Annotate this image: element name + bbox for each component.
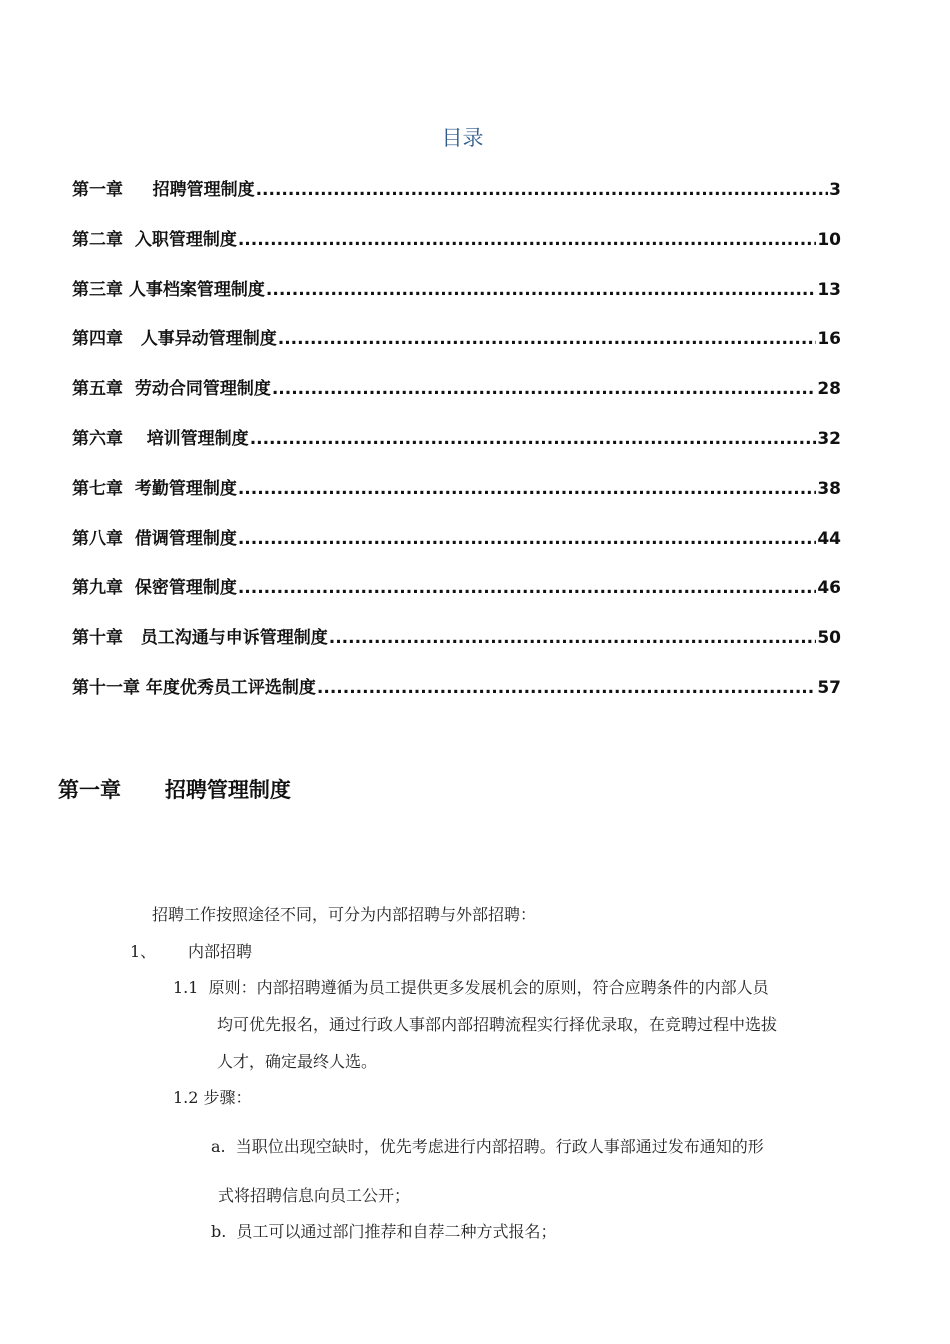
chapter-heading: 第一章 招聘管理制度	[58, 777, 291, 802]
section-number: 1、	[130, 942, 157, 961]
toc-entry-leader-dots	[238, 479, 816, 499]
toc-entry[interactable]	[72, 323, 841, 349]
toc-entry-title: 员工沟通与申诉管理制度	[140, 628, 328, 649]
toc-entry-leader-dots	[329, 628, 817, 648]
toc-entry[interactable]	[72, 373, 841, 399]
toc-entry-gap	[123, 379, 135, 399]
toc-entry[interactable]	[72, 224, 841, 250]
toc-entry-chapter-number: 第三章	[72, 279, 123, 300]
toc-entry-leader-dots	[238, 529, 816, 549]
toc-entry-gap	[123, 180, 153, 200]
toc-entry-gap	[123, 329, 141, 349]
toc-entry-chapter-number: 第二章	[72, 229, 123, 250]
toc-entry-title: 借调管理制度	[134, 528, 237, 549]
toc-entry-chapter-number: 第四章	[72, 329, 123, 350]
toc-entry-title: 入职管理制度	[134, 229, 237, 250]
toc-entry-leader-dots	[317, 678, 816, 698]
toc-entry-title: 考勤管理制度	[134, 478, 237, 499]
toc-entry-title: 人事异动管理制度	[140, 329, 277, 350]
toc-entry-page-number: 50	[817, 628, 841, 649]
toc-entry-chapter-number: 第十一章	[72, 678, 140, 698]
toc-entry-chapter-number: 第七章	[72, 478, 123, 499]
toc-entry-page-number: 13	[817, 279, 841, 300]
toc-entry-chapter-number: 第十章	[72, 628, 123, 649]
toc-entry-page-number: 10	[817, 229, 841, 250]
toc-entry-page-number: 16	[817, 329, 841, 350]
step-b: b. 员工可以通过部门推荐和自荐二种方式报名；	[211, 1222, 557, 1241]
toc-entry[interactable]	[72, 672, 841, 698]
toc-entry-chapter-number: 第六章	[72, 429, 123, 449]
toc-entry-page-number: 46	[817, 578, 841, 599]
toc-entry-page-number: 28	[817, 379, 841, 400]
paragraph-1-2: 1.2 步骤：	[173, 1088, 252, 1107]
toc-entry-gap	[123, 628, 141, 648]
toc-entry-gap	[123, 578, 135, 598]
toc-entry-leader-dots	[238, 230, 816, 250]
toc-entry-chapter-number: 第九章	[72, 578, 123, 599]
toc-entry-leader-dots	[278, 329, 817, 349]
toc-entry-title: 培训管理制度	[146, 429, 249, 449]
toc-entry-leader-dots	[272, 379, 816, 399]
toc-entry-gap	[123, 479, 135, 499]
toc-entry-page-number: 3	[829, 180, 841, 200]
toc-entry-title: 劳动合同管理制度	[134, 379, 271, 400]
toc-entry-page-number: 57	[817, 678, 841, 698]
paragraph-1-1-line-1: 1.1 原则：内部招聘遵循为员工提供更多发展机会的原则，符合应聘条件的内部人员	[173, 978, 769, 997]
toc-entry-chapter-number: 第五章	[72, 379, 123, 400]
toc-entry-leader-dots	[256, 180, 829, 200]
toc-entry-page-number: 44	[817, 528, 841, 549]
paragraph-1-1-line-3: 人才，确定最终人选。	[217, 1052, 378, 1071]
toc-entry[interactable]	[72, 174, 841, 200]
toc-entry-leader-dots	[250, 429, 817, 449]
toc-entry-leader-dots	[238, 578, 816, 598]
toc-entry-leader-dots	[266, 280, 816, 300]
toc-entry-gap	[123, 529, 135, 549]
toc-entry[interactable]	[72, 274, 841, 300]
section-title: 内部招聘	[188, 942, 253, 961]
step-a-line-2: 式将招聘信息向员工公开；	[218, 1186, 411, 1205]
paragraph-1-1-line-2: 均可优先报名，通过行政人事部内部招聘流程实行择优录取，在竞聘过程中选拔	[217, 1015, 778, 1034]
toc-entry-title: 保密管理制度	[134, 578, 237, 599]
toc-entry-page-number: 38	[817, 478, 841, 499]
toc-entry-chapter-number: 第八章	[72, 528, 123, 549]
toc-entry[interactable]	[72, 473, 841, 499]
toc-entry-chapter-number: 第一章	[72, 180, 123, 200]
toc-entry[interactable]	[72, 572, 841, 598]
toc-entry[interactable]	[72, 423, 841, 449]
toc-entry-title: 人事档案管理制度	[128, 279, 265, 300]
toc-entry[interactable]	[72, 622, 841, 648]
toc-entry[interactable]	[72, 523, 841, 549]
toc-title: 目录	[441, 126, 484, 150]
step-a-line-1: a. 当职位出现空缺时，优先考虑进行内部招聘。行政人事部通过发布通知的形	[211, 1137, 764, 1156]
toc-entry-page-number: 32	[817, 429, 841, 449]
toc-entry-title: 招聘管理制度	[152, 180, 255, 200]
toc-entry-gap	[123, 429, 147, 449]
intro-paragraph: 招聘工作按照途径不同，可分为内部招聘与外部招聘：	[152, 905, 537, 924]
toc-entry-gap	[123, 230, 135, 250]
toc-entry-title: 年度优秀员工评选制度	[145, 678, 316, 698]
